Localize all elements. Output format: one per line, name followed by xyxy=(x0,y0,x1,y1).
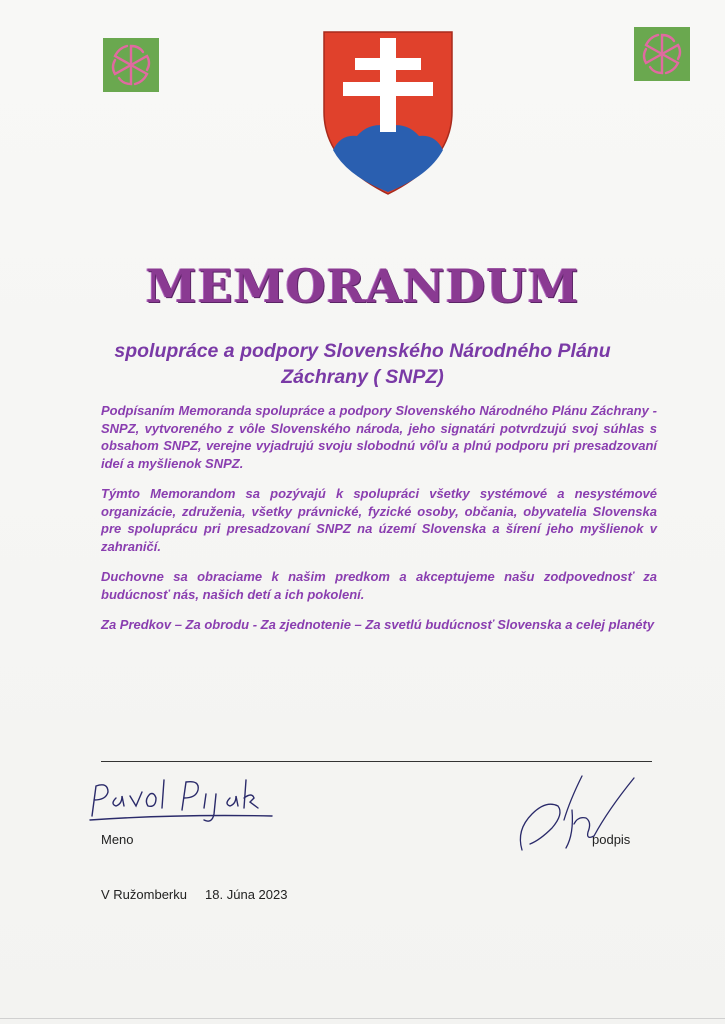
name-label: Meno xyxy=(101,832,134,847)
memorandum-body xyxy=(101,402,657,647)
signature-label: podpis xyxy=(592,832,631,847)
handwritten-name xyxy=(86,768,276,828)
document-title: MEMORANDUM xyxy=(145,259,580,313)
date: 18. Júna 2023 xyxy=(205,887,288,902)
body-paragraph: Podpísaním Memoranda spolupráce a podpory Slovenského Národného Plánu Záchrany - SNPZ, vytvoreného z vôle Slovenského národa, jeho signatári potvrdzujú svoj súhlas s obsahom SNPZ, verejne vyjadrujú svoju slobodnú vôľu a plnú podporu pri presadzovaní ideí a myšlienok SNPZ. xyxy=(101,403,657,471)
body-paragraph: Duchovne sa obraciame k našim predkom a akceptujeme našu zodpovednosť za budúcnosť nás, našich detí a ich pokolení. xyxy=(101,569,657,602)
subtitle-line: spolupráce a podpory Slovenského Národného Plánu xyxy=(114,340,611,362)
page-bottom-edge xyxy=(0,1018,725,1019)
body-paragraph: Týmto Memorandom sa pozývajú k spolupráci všetky systémové a nesystémové organizácie, združenia, všetky právnické, fyzické osoby, občania, obyvatelia Slovenska pre spoluprácu pri presadzovaní SNPZ na území Slovenska a šírení jeho myšlienok v zahraničí. xyxy=(101,486,657,554)
signature-divider xyxy=(101,761,652,762)
body-paragraph: Za Predkov – Za obrodu - Za zjednotenie – Za svetlú budúcnosť Slovenska a celej planéty xyxy=(101,617,655,632)
slovak-coat-of-arms xyxy=(321,30,455,196)
place: V Ružomberku xyxy=(101,887,187,902)
subtitle-line: Záchrany ( SNPZ) xyxy=(281,366,444,388)
kolovrat-symbol-icon xyxy=(103,38,159,92)
place-and-date xyxy=(101,887,287,902)
kolovrat-symbol-icon xyxy=(634,27,690,81)
document-subtitle xyxy=(0,338,725,390)
